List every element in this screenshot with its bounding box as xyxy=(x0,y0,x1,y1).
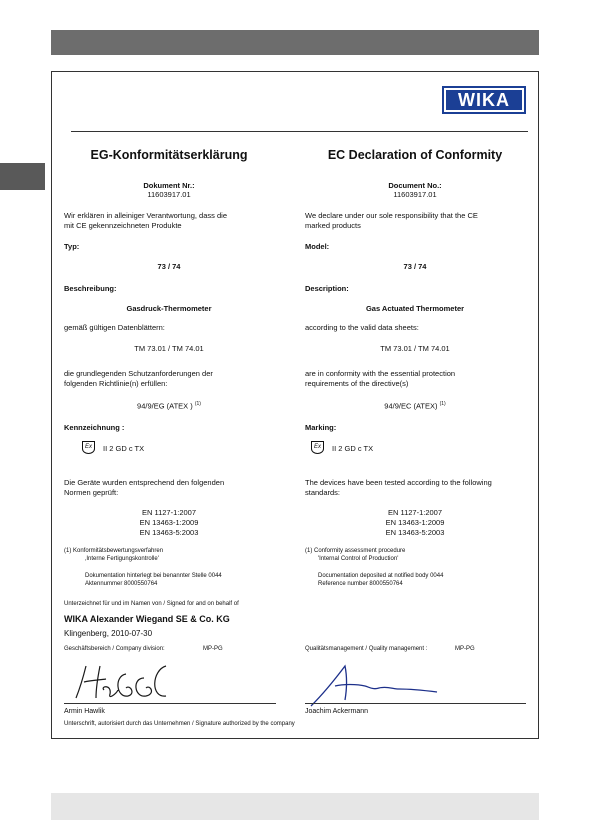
ex-hexagon-icon: Ex xyxy=(311,441,324,454)
doc-number-en: 11603917.01 xyxy=(393,190,437,199)
header-divider xyxy=(71,131,528,132)
marking-label-en: Marking: xyxy=(305,423,337,432)
division-label: Geschäftsbereich / Company division: xyxy=(64,646,165,652)
footnote-en-4: Reference number 8000550764 xyxy=(318,581,403,587)
desc-value-de: Gasdruck-Thermometer xyxy=(126,304,212,313)
type-value-de: 73 / 74 xyxy=(157,262,181,271)
footnote-en-3: Documentation deposited at notified body 0044 xyxy=(318,573,444,579)
marking-value-en: II 2 GD c TX xyxy=(332,444,374,453)
footnote-en-2: 'Internal Control of Production' xyxy=(318,556,399,562)
requirements-de-2: folgenden Richtlinie(n) erfüllen: xyxy=(64,379,168,388)
marking-label-de: Kennzeichnung : xyxy=(64,423,125,432)
chapter-side-tab xyxy=(0,163,45,190)
type-label-en: Model: xyxy=(305,242,330,251)
desc-label-en: Description: xyxy=(305,284,349,293)
standard-de-2: EN 13463-1:2009 xyxy=(139,518,199,527)
footnote-en-1: (1) Conformity assessment procedure xyxy=(305,548,406,554)
signer-left: Armin Hawlik xyxy=(64,708,105,715)
title-english: EC Declaration of Conformity xyxy=(327,148,503,162)
standard-en-2: EN 13463-1:2009 xyxy=(385,518,445,527)
datasheet-text-en: according to the valid data sheets: xyxy=(305,323,419,332)
intro-de-2: mit CE gekennzeichneten Produkte xyxy=(64,221,182,230)
desc-value-en: Gas Actuated Thermometer xyxy=(365,304,465,313)
quality-label: Qualitätsmanagement / Quality management : xyxy=(305,646,428,652)
doc-label-de: Dokument Nr.: xyxy=(143,181,195,190)
footnote-de-3: Dokumentation hinterlegt bei benannter Stelle 0044 xyxy=(85,573,222,579)
desc-label-de: Beschreibung: xyxy=(64,284,117,293)
footnote-de-2: ‚Interne Fertigungskontrolle' xyxy=(85,556,159,562)
intro-en-1: We declare under our sole responsibility that the CE xyxy=(305,211,478,220)
footnote-de-1: (1) Konformitätsbewertungsverfahren xyxy=(64,548,164,554)
intro-en-2: marked products xyxy=(305,221,361,230)
division-value: MP-PG xyxy=(203,646,223,652)
place-date: Klingenberg, 2010-07-30 xyxy=(64,629,153,638)
tested-de-1: Die Geräte wurden entsprechend den folgenden xyxy=(64,478,225,487)
footnote-de-4: Aktennummer 8000550764 xyxy=(85,581,158,587)
ex-hexagon-icon: Ex xyxy=(82,441,95,454)
directive-de: 94/9/EG (ATEX ) $^{(1)}$ xyxy=(137,401,201,411)
page-header-bar xyxy=(51,30,539,55)
datasheet-text-de: gemäß gültigen Datenblättern: xyxy=(64,323,165,332)
requirements-en-1: are in conformity with the essential protection xyxy=(305,369,456,378)
signed-on-behalf: Unterzeichnet für und im Namen von / Signed for and on behalf of xyxy=(64,601,239,607)
standard-en-1: EN 1127-1:2007 xyxy=(387,508,443,517)
company-name: WIKA Alexander Wiegand SE & Co. KG xyxy=(64,614,230,624)
intro-de-1: Wir erklären in alleiniger Verantwortung, dass die xyxy=(64,211,227,220)
requirements-de-1: die grundlegenden Schutzanforderungen der xyxy=(64,369,213,378)
requirements-en-2: requirements of the directive(s) xyxy=(305,379,409,388)
signature-line-right xyxy=(305,703,526,704)
datasheet-value-en: TM 73.01 / TM 74.01 xyxy=(380,344,450,353)
doc-label-en: Document No.: xyxy=(388,181,442,190)
tested-en-2: standards: xyxy=(305,488,341,497)
doc-number-de: 11603917.01 xyxy=(147,190,191,199)
signer-right: Joachim Ackermann xyxy=(305,708,369,715)
signature-caption: Unterschrift, autorisiert durch das Unternehmen / Signature authorized by the company xyxy=(64,721,295,727)
signature-hawlik xyxy=(70,660,200,706)
quality-value: MP-PG xyxy=(455,646,475,652)
type-label-de: Typ: xyxy=(64,242,80,251)
standard-en-3: EN 13463-5:2003 xyxy=(385,528,445,537)
standard-de-1: EN 1127-1:2007 xyxy=(141,508,197,517)
datasheet-value-de: TM 73.01 / TM 74.01 xyxy=(134,344,204,353)
tested-en-1: The devices have been tested according to the following xyxy=(305,478,492,487)
standard-de-3: EN 13463-5:2003 xyxy=(139,528,199,537)
wika-logo: WIKA xyxy=(442,86,526,114)
signature-line-left xyxy=(64,703,276,704)
tested-de-2: Normen geprüft: xyxy=(64,488,119,497)
directive-en: 94/9/EC (ATEX) $^{(1)}$ xyxy=(384,401,446,411)
type-value-en: 73 / 74 xyxy=(403,262,427,271)
title-german: EG-Konformitätserklärung xyxy=(90,148,248,162)
page-footer-bar xyxy=(51,793,539,820)
marking-value-de: II 2 GD c TX xyxy=(103,444,145,453)
